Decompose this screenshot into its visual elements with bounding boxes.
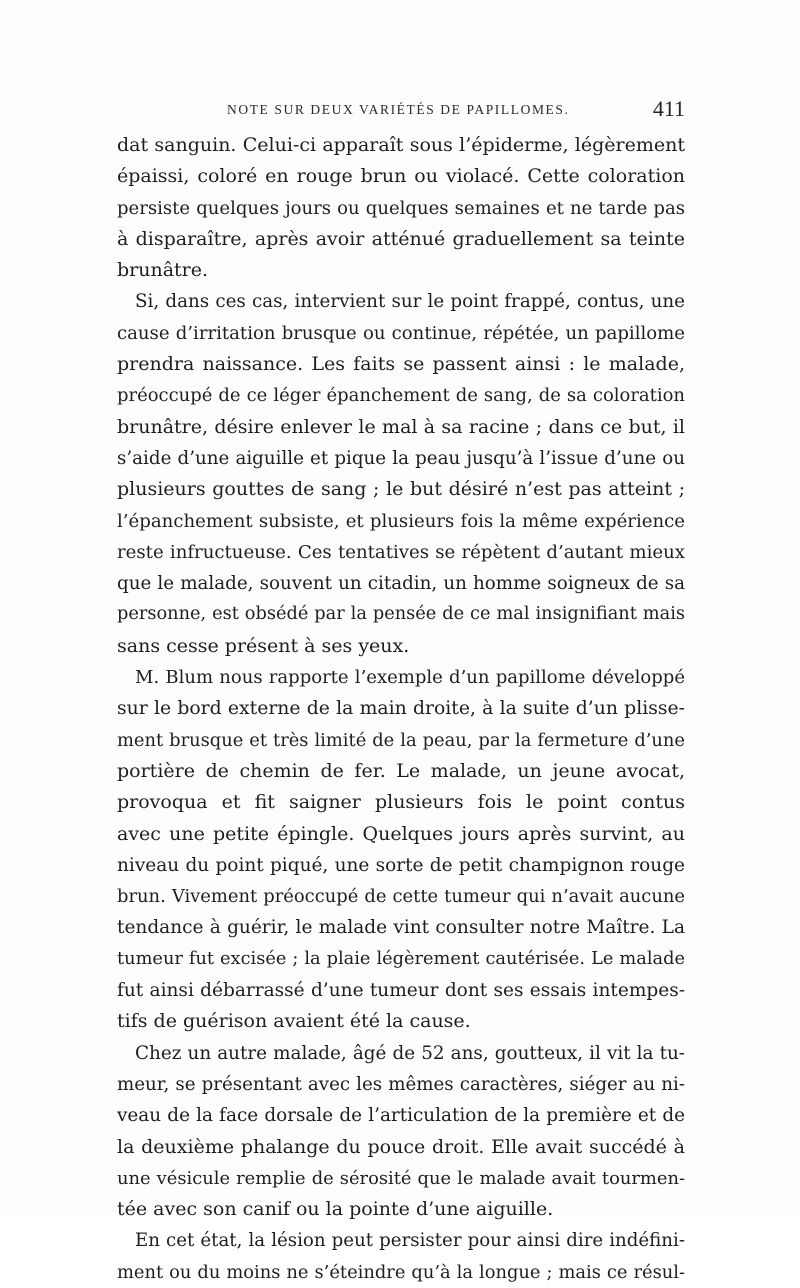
text-line: meur, se présentant avec les mêmes caractères, siéger au ni- (117, 1073, 685, 1095)
text-line: prendra naissance. Les faits se passent ainsi : le malade, (117, 353, 685, 376)
paragraph-start-line: Si, dans ces cas, intervient sur le point frappé, contus, une (135, 291, 685, 313)
paragraph-start-line: Chez un autre malade, âgé de 52 ans, goutteux, il vit la tu- (135, 1042, 685, 1064)
text-line: plusieurs gouttes de sang ; le but désiré n’est pas atteint ; (117, 478, 685, 501)
text-line: tendance à guérir, le malade vint consulter notre Maître. La (117, 917, 685, 939)
text-line: reste infructueuse. Ces tentatives se répètent d’autant mieux (117, 541, 685, 563)
text-line: persiste quelques jours ou quelques semaines et ne tarde pas (117, 197, 685, 219)
text-line: dat sanguin. Celui-ci apparaît sous l’épiderme, légèrement (117, 134, 685, 156)
text-line: préoccupé de ce léger épanchement de sang, de sa coloration (117, 385, 685, 407)
text-line: provoqua et fit saigner plusieurs fois le point contus (117, 791, 685, 814)
text-line: épaissi, coloré en rouge brun ou violacé. Cette coloration (117, 165, 685, 188)
text-line: sans cesse présent à ses yeux. (117, 634, 410, 657)
running-head (117, 96, 685, 124)
text-line: fut ainsi débarrassé d’une tumeur dont ses essais intempes- (117, 980, 685, 1002)
text-line: brunâtre. (117, 259, 209, 282)
text-line: à disparaître, après avoir atténué graduellement sa teinte (117, 227, 685, 250)
text-line: tifs de guérison avaient été la cause. (117, 1010, 471, 1033)
paragraph-start-line: M. Blum nous rapporte l’exemple d’un papillome développé (135, 667, 685, 689)
text-line: que le malade, souvent un citadin, un homme soigneux de sa (117, 573, 685, 595)
text-line: l’épanchement subsiste, et plusieurs fois la même expérience (117, 510, 685, 532)
running-title: NOTE SUR DEUX VARIÉTÉS DE PAPILLOMES. (227, 102, 570, 117)
text-line: ment brusque et très limité de la peau, par la fermeture d’une (117, 729, 685, 751)
text-line: cause d’irritation brusque ou continue, répétée, un papillome (117, 322, 685, 344)
text-line: tumeur fut excisée ; la plaie légèrement cautérisée. Le malade (117, 948, 685, 969)
page-number: 411 (652, 96, 685, 121)
text-line: avec une petite épingle. Quelques jours après survint, au (117, 822, 685, 845)
text-line: brun. Vivement préoccupé de cette tumeur qui n’avait aucune (117, 886, 685, 908)
text-line: la deuxième phalange du pouce droit. Elle avait succédé à (117, 1135, 685, 1158)
text-line: veau de la face dorsale de l’articulation de la première et de (117, 1105, 685, 1127)
paragraph-start-line: En cet état, la lésion peut persister pour ainsi dire indéfini- (135, 1230, 685, 1252)
text-line: une vésicule remplie de sérosité que le malade avait tourmen- (117, 1167, 685, 1189)
text-line: brunâtre, désire enlever le mal à sa racine ; dans ce but, il (117, 415, 685, 438)
text-line: niveau du point piqué, une sorte de petit champignon rouge (117, 854, 685, 876)
body-text (117, 130, 685, 1288)
text-line: s’aide d’une aiguille et pique la peau jusqu’à l’issue d’une ou (117, 447, 685, 469)
text-line: portière de chemin de fer. Le malade, un jeune avocat, (117, 759, 685, 782)
text-line: personne, est obsédé par la pensée de ce mal insignifiant mais (117, 604, 685, 625)
text-line: sur le bord externe de la main droite, à la suite d’un plisse- (117, 698, 685, 720)
text-line: ment ou du moins ne s’éteindre qu’à la longue ; mais ce résul- (117, 1261, 685, 1283)
text-line: tée avec son canif ou la pointe d’une aiguille. (117, 1198, 554, 1221)
